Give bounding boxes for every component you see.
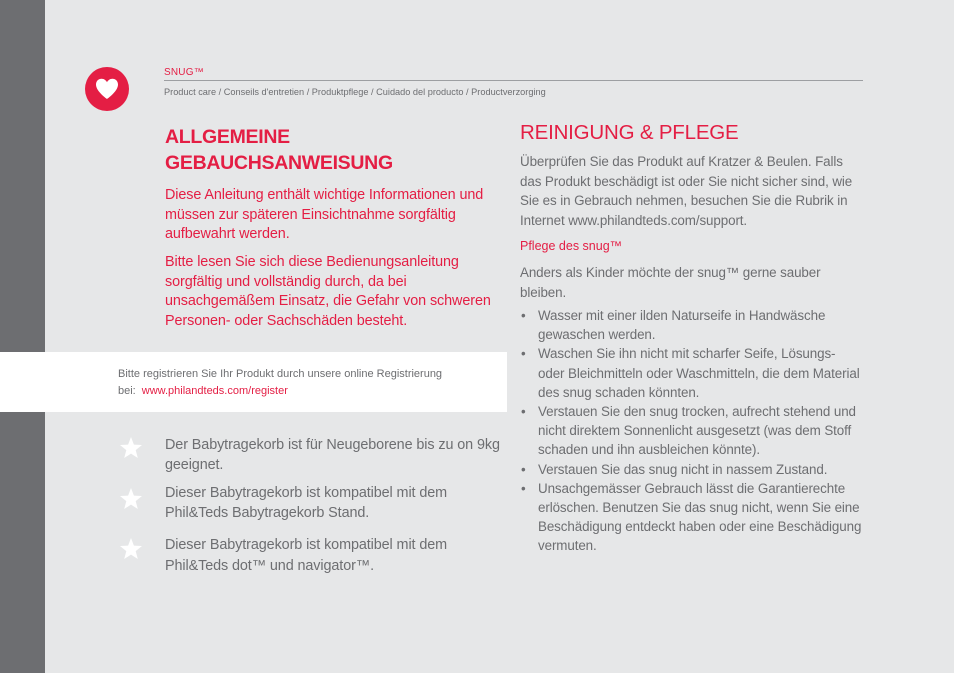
header-divider	[164, 80, 863, 81]
heart-logo-icon	[85, 67, 129, 111]
star-item-1: Der Babytragekorb ist für Neugeborene bis zu on 9kg geeignet.	[165, 437, 500, 473]
header-title: SNUG™	[164, 67, 204, 78]
warning-paragraph-1: Diese Anleitung enthält wichtige Informationen und müssen zur späteren Einsichtnahme sorgfältig aufbewahrt werden.	[165, 187, 484, 242]
warning-paragraph-2: Bitte lesen Sie sich diese Bedienungsanleitung sorgfältig und vollständig durch, da bei unsachgemäßem Einsatz, die Gefahr von schweren Personen- oder Sachschäden besteht.	[165, 254, 491, 329]
registration-prefix: bei:	[118, 385, 136, 397]
star-icon	[119, 487, 143, 511]
right-subheading: Pflege des snug™	[520, 239, 623, 253]
star-item-3: Dieser Babytragekorb ist kompatibel mit dem Phil&Teds dot™ und navigator™.	[165, 537, 448, 574]
right-paragraph: Anders als Kinder möchte der snug™ gerne sauber bleiben.	[520, 265, 821, 300]
list-item: • Waschen Sie ihn nicht mit scharfer Seife, Lösungs- oder Bleichmitteln oder Waschmitteln, die dem Material des snug schaden könnten.	[520, 344, 865, 402]
header-subtitle: Product care / Conseils d'entretien / Produktpflege / Cuidado del producto / Productverzorging	[164, 87, 546, 97]
care-bullet-list	[520, 306, 865, 556]
star-icon	[119, 537, 143, 561]
right-heading: REINIGUNG & PFLEGE	[520, 121, 739, 144]
list-item: • Wasser mit einer ilden Naturseife in Handwäsche gewaschen werden.	[520, 306, 865, 344]
registration-line: Bitte registrieren Sie Ihr Produkt durch unsere online Registrierung	[118, 368, 443, 380]
list-item: • Verstauen Sie das snug nicht in nassem Zustand.	[520, 460, 865, 479]
right-intro: Überprüfen Sie das Produkt auf Kratzer & Beulen. Falls das Produkt beschädigt ist oder Sie nicht sicher sind, wie Sie es in Gebrauch nehmen, besuchen Sie die Rubrik in Internet www.philandteds.com/support.	[520, 154, 853, 228]
star-icon	[119, 436, 143, 460]
left-heading	[165, 124, 505, 176]
list-item: • Unsachgemässer Gebrauch lässt die Garantierechte erlöschen. Benutzen Sie das snug nicht, wenn Sie eine Beschädigung entdeckt haben oder eine Beschädigung vermuten.	[520, 479, 865, 556]
registration-link[interactable]: www.philandteds.com/register	[141, 385, 288, 397]
list-item: • Verstauen Sie den snug trocken, aufrecht stehend und nicht direktem Sonnenlicht ausgesetzt (was dem Stoff schaden und ihn ausbleichen könnte).	[520, 402, 865, 460]
left-sidebar-bar	[0, 0, 45, 673]
left-heading-line1: ALLGEMEINE	[165, 126, 290, 148]
registration-text	[118, 366, 498, 400]
star-item-2: Dieser Babytragekorb ist kompatibel mit dem Phil&Teds Babytragekorb Stand.	[165, 485, 448, 521]
left-heading-line2: GEBAUCHSANWEISUNG	[165, 152, 393, 174]
